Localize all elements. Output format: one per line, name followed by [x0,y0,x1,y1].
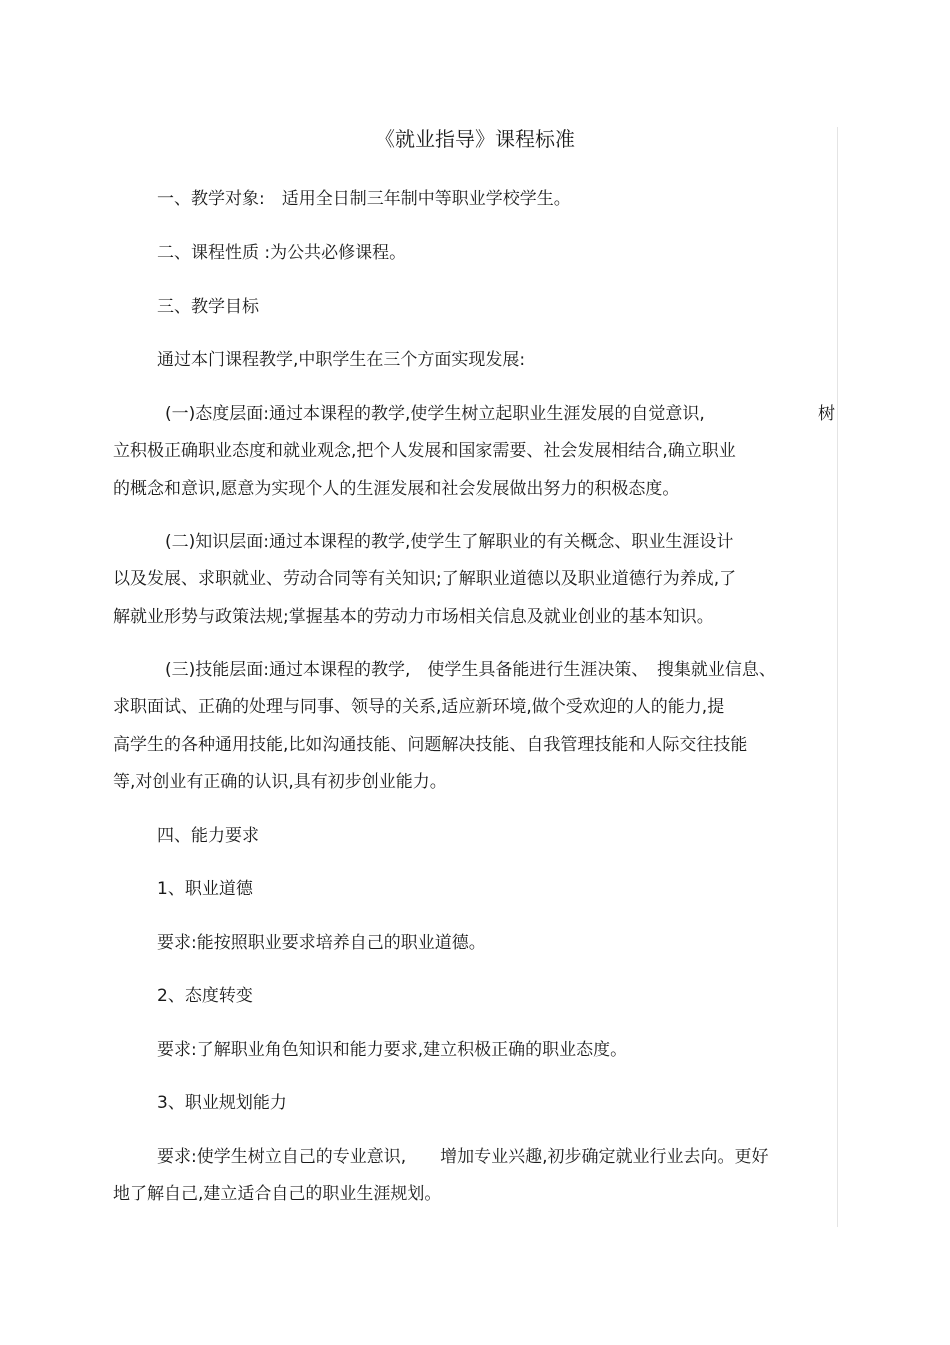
ability-item-3-requirement-line-2: 地了解自己,建立适合自己的职业生涯规划。 [113,1184,442,1204]
attitude-line-1-end: 树 [818,404,835,424]
attitude-line-1: (一)态度层面:通过本课程的教学,使学生树立起职业生涯发展的自觉意识, [165,404,705,424]
knowledge-line-1: (二)知识层面:通过本课程的教学,使学生了解职业的有关概念、职业生涯设计 [165,532,734,552]
document-title: 《就业指导》课程标准 [375,127,575,151]
ability-item-3-requirement-line-1: 要求:使学生树立自己的专业意识, 增加专业兴趣,初步确定就业行业去向。更好 [157,1147,769,1167]
skill-line-3: 高学生的各种通用技能,比如沟通技能、问题解决技能、自我管理技能和人际交往技能 [113,735,748,755]
ability-item-2-requirement: 要求:了解职业角色知识和能力要求,建立积极正确的职业态度。 [157,1040,628,1060]
ability-item-1-requirement: 要求:能按照职业要求培养自己的职业道德。 [157,933,486,953]
page-edge-divider [837,127,838,1227]
attitude-line-3: 的概念和意识,愿意为实现个人的生涯发展和社会发展做出努力的积极态度。 [113,479,680,499]
skill-line-2: 求职面试、正确的处理与同事、领导的关系,适应新环境,做个受欢迎的人的能力,提 [113,697,725,717]
ability-item-1-heading: 1、职业道德 [157,879,253,899]
attitude-line-2: 立积极正确职业态度和就业观念,把个人发展和国家需要、社会发展相结合,确立职业 [113,441,736,461]
ability-item-2-heading: 2、态度转变 [157,986,253,1006]
section-heading-goals: 三、教学目标 [157,297,259,317]
knowledge-line-2: 以及发展、求职就业、劳动合同等有关知识;了解职业道德以及职业道德行为养成,了 [113,569,737,589]
ability-item-3-heading: 3、职业规划能力 [157,1093,287,1113]
skill-line-1: (三)技能层面:通过本课程的教学, 使学生具备能进行生涯决策、 搜集就业信息、 [165,660,776,680]
skill-line-4: 等,对创业有正确的认识,具有初步创业能力。 [113,772,447,792]
section-heading-ability: 四、能力要求 [157,826,259,846]
knowledge-line-3: 解就业形势与政策法规;掌握基本的劳动力市场相关信息及就业创业的基本知识。 [113,607,714,627]
section-teaching-target: 一、教学对象: 适用全日制三年制中等职业学校学生。 [157,189,571,209]
section-course-nature: 二、课程性质 :为公共必修课程。 [157,243,407,263]
goals-intro: 通过本门课程教学,中职学生在三个方面实现发展: [157,350,526,370]
